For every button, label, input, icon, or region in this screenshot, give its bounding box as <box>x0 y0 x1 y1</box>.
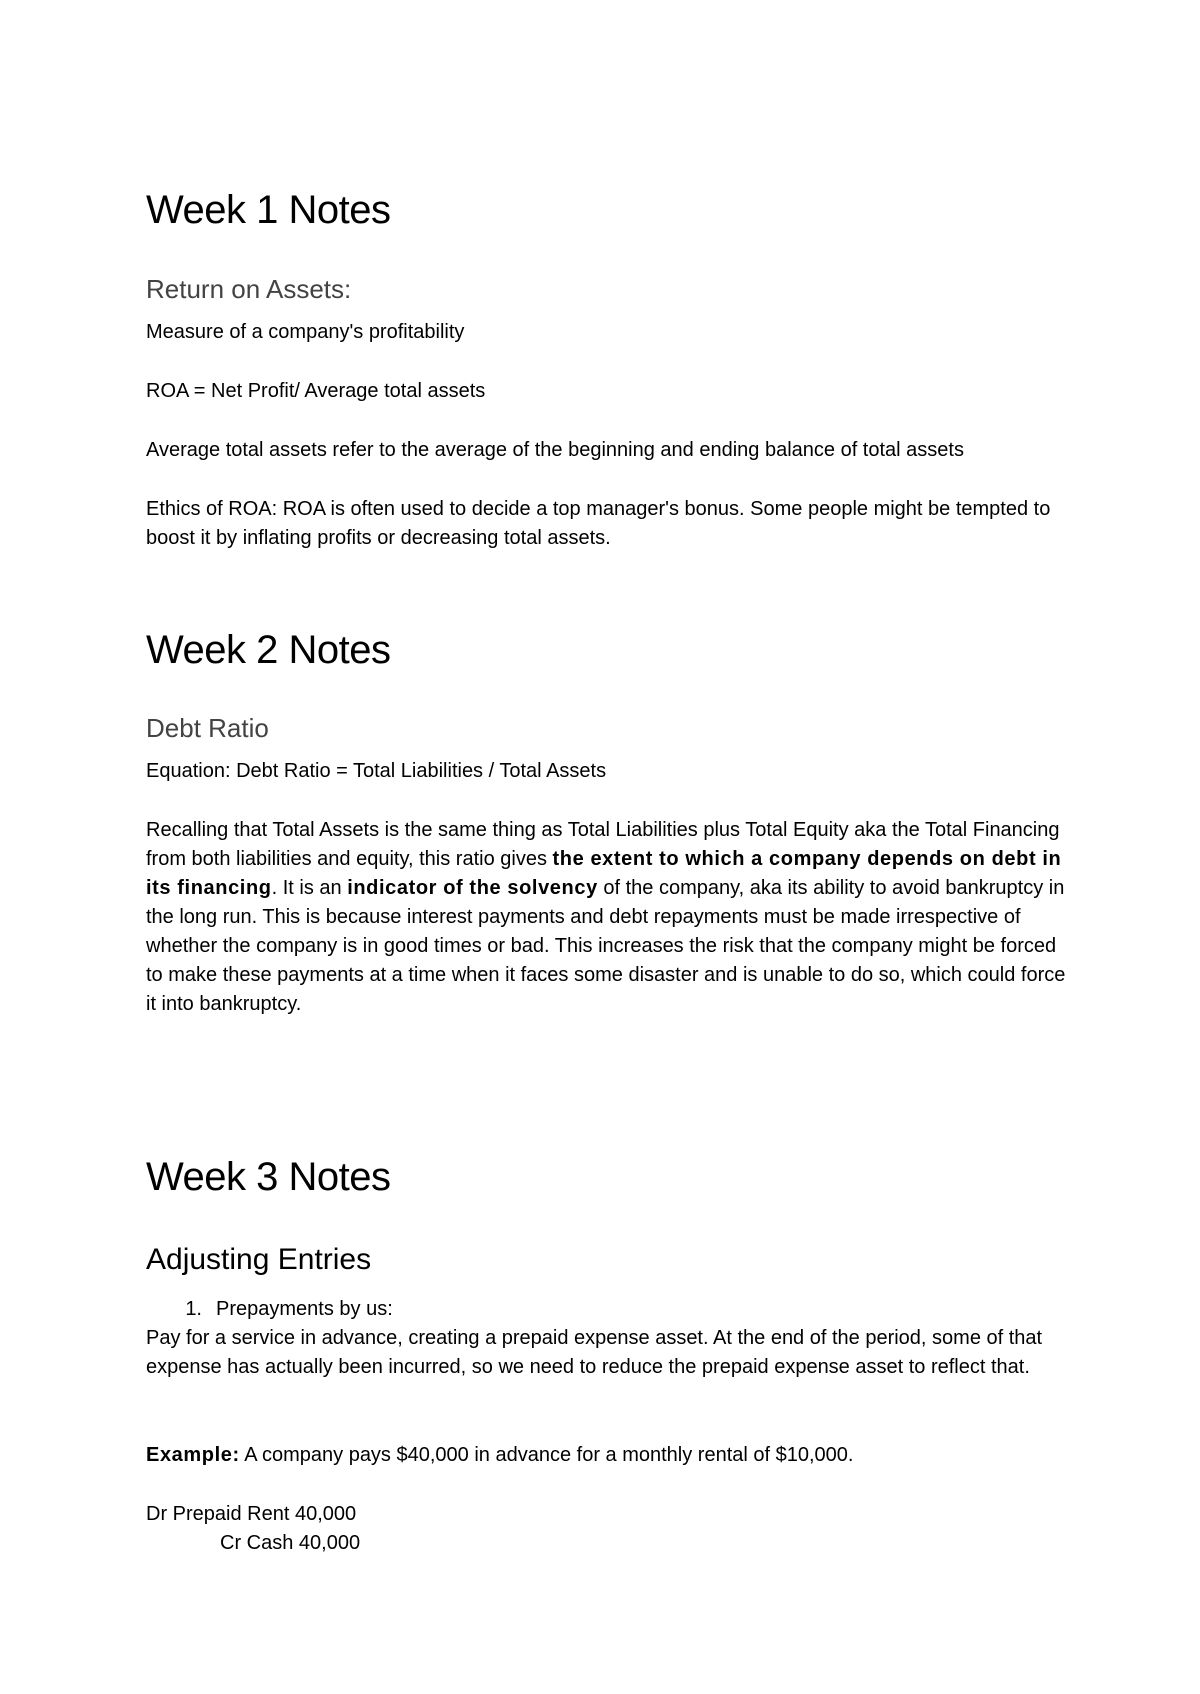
week2-paragraph-2-part-a: Recalling that Total Assets is the same thing as Total Liabilities plus Total Equity aka the Total Financing from both liabilities and equity, this ratio gives <box>146 819 1060 870</box>
week2-emphasis-extent: the extent to which a company depends on debt in its financing <box>146 848 1062 899</box>
week1-paragraph-3: Average total assets refer to the average of the beginning and ending balance of total assets <box>146 439 964 461</box>
week2-emphasis-solvency: indicator of the solvency <box>347 877 598 899</box>
week3-heading: Week 3 Notes <box>146 1155 391 1199</box>
week1-paragraph-1: Measure of a company's profitability <box>146 321 465 343</box>
week2-subheading: Debt Ratio <box>146 713 269 743</box>
week3-paragraph-1: Pay for a service in advance, creating a prepaid expense asset. At the end of the period, some of that expense has actually been incurred, so we need to reduce the prepaid expense asset to reflect that. <box>146 1327 1043 1378</box>
week1-paragraph-4: Ethics of ROA: ROA is often used to decide a top manager's bonus. Some people might be tempted to boost it by inflating profits or decreasing total assets. <box>146 498 1051 549</box>
week2-paragraph-2-part-c: . It is an <box>271 877 348 899</box>
journal-debit-line: Dr Prepaid Rent 40,000 <box>146 1503 357 1525</box>
week2-paragraph-2-part-e: of the company, aka its ability to avoid bankruptcy in the long run. This is because interest payments and debt repayments must be made irrespective of whether the company is in good times or bad. This increases the risk that the company might be forced to make these payments at a time when it faces some disaster and is unable to do so, which could force it into bankruptcy. <box>146 877 1066 1015</box>
week1-subheading: Return on Assets: <box>146 274 352 304</box>
week2-heading: Week 2 Notes <box>146 628 391 672</box>
week3-subheading: Adjusting Entries <box>146 1243 372 1276</box>
week2-paragraph-1: Equation: Debt Ratio = Total Liabilities / Total Assets <box>146 760 607 782</box>
list-number: 1. <box>185 1298 202 1320</box>
week1-heading: Week 1 Notes <box>146 188 391 232</box>
week3-example <box>146 1441 1076 1470</box>
list-item-text: Prepayments by us: <box>216 1298 393 1320</box>
week1-paragraph-2: ROA = Net Profit/ Average total assets <box>146 380 486 402</box>
journal-credit-line: Cr Cash 40,000 <box>220 1532 361 1554</box>
week2-paragraph-2 <box>146 816 1076 1019</box>
week3-list-item <box>146 1295 393 1324</box>
example-text: A company pays $40,000 in advance for a monthly rental of $10,000. <box>239 1444 854 1466</box>
example-label: Example: <box>146 1444 240 1466</box>
